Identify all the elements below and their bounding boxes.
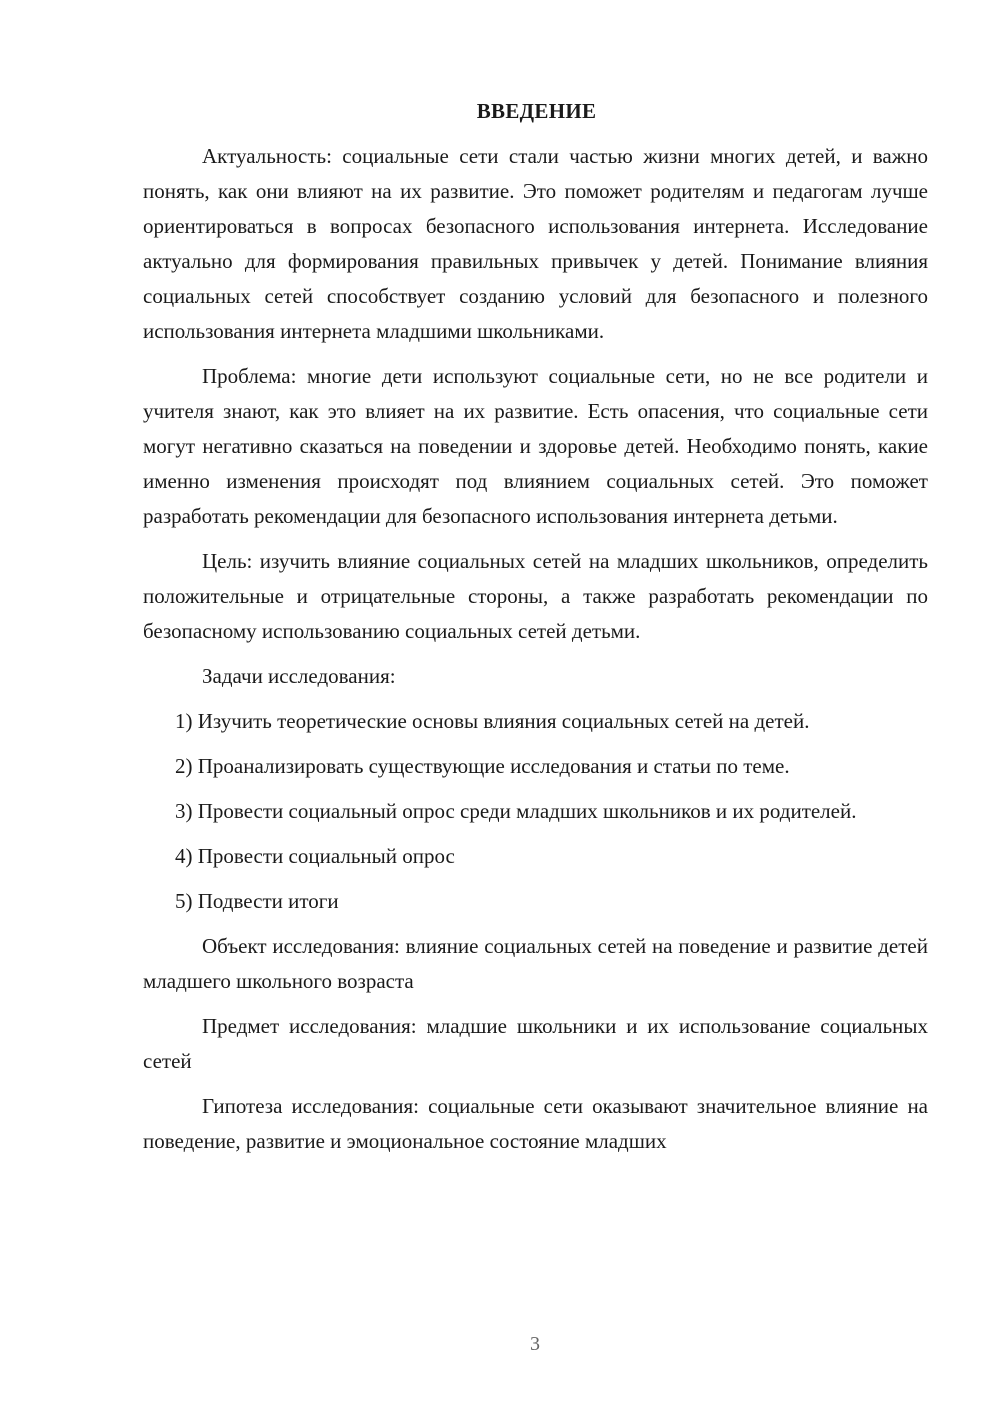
hypothesis-paragraph: Гипотеза исследования: социальные сети оказывают значительное влияние на поведение, развитие и эмоциональное состояние младших bbox=[143, 1094, 928, 1153]
goal-paragraph: Цель: изучить влияние социальных сетей на младших школьников, определить положительные и отрицательные стороны, а также разработать рекомендации по безопасному использованию социальных сетей детьми. bbox=[143, 549, 928, 643]
relevance-paragraph: Актуальность: социальные сети стали частью жизни многих детей, и важно понять, как они влияют на их развитие. Это поможет родителям и педагогам лучше ориентироваться в вопросах безопасного использования интернета. Исследование актуально для формирования правильных привычек у детей. Понимание влияния социальных сетей способствует созданию условий для безопасного и полезного использования интернета младшими школьниками. bbox=[143, 144, 928, 343]
page-title: ВВЕДЕНИЕ bbox=[476, 99, 597, 123]
page-number: 3 bbox=[530, 1333, 540, 1355]
task-item: 1) Изучить теоретические основы влияния социальных сетей на детей. bbox=[175, 709, 810, 733]
task-item: 4) Провести социальный опрос bbox=[175, 844, 455, 868]
object-paragraph: Объект исследования: влияние социальных сетей на поведение и развитие детей младшего школьного возраста bbox=[143, 934, 928, 993]
subject-paragraph: Предмет исследования: младшие школьники и их использование социальных сетей bbox=[143, 1014, 928, 1073]
page-content bbox=[143, 92, 928, 1169]
task-item: 5) Подвести итоги bbox=[175, 889, 339, 913]
tasks-heading: Задачи исследования: bbox=[202, 664, 396, 688]
problem-paragraph: Проблема: многие дети используют социальные сети, но не все родители и учителя знают, как это влияет на их развитие. Есть опасения, что социальные сети могут негативно сказаться на поведении и здоровье детей. Необходимо понять, какие именно изменения происходят под влиянием социальных сетей. Это поможет разработать рекомендации для безопасного использования интернета детьми. bbox=[143, 364, 928, 528]
task-item: 3) Провести социальный опрос среди младших школьников и их родителей. bbox=[175, 799, 857, 823]
task-item: 2) Проанализировать существующие исследования и статьи по теме. bbox=[175, 754, 790, 778]
